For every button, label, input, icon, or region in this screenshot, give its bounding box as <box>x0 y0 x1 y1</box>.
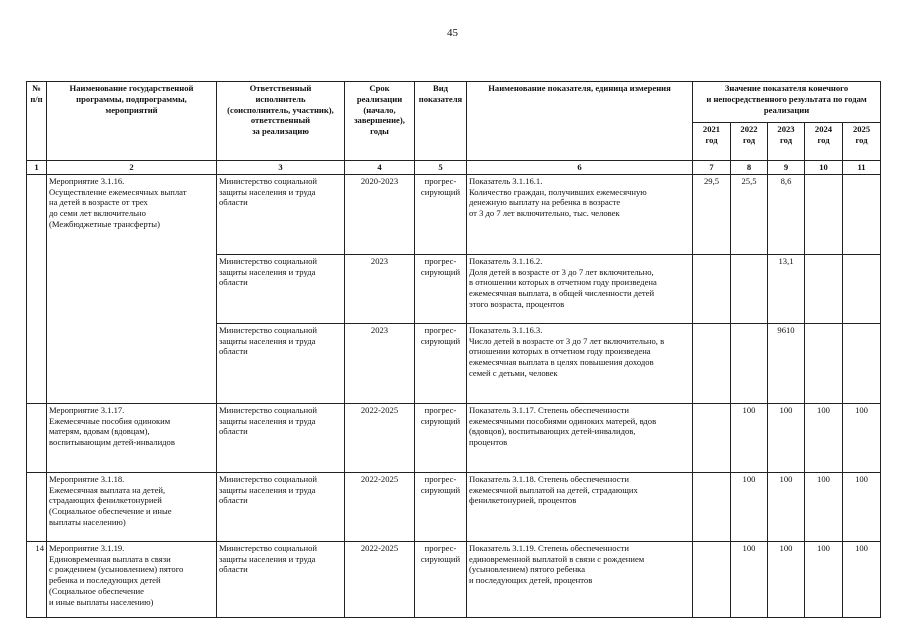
value-2023: 8,6 <box>768 174 805 254</box>
value-2023: 100 <box>768 472 805 541</box>
column-index: 1 <box>27 161 47 175</box>
executor: Министерство социальной защиты населения и труда области <box>217 541 345 617</box>
value-2022: 100 <box>731 403 768 472</box>
indicator-type: прогрес- сирующий <box>415 174 467 254</box>
column-index: 11 <box>843 161 881 175</box>
value-2023: 13,1 <box>768 254 805 323</box>
indicator-type: прогрес- сирующий <box>415 254 467 323</box>
value-2024: 100 <box>805 541 843 617</box>
row-number <box>27 174 47 403</box>
column-index-row <box>27 161 881 175</box>
indicator-type: прогрес- сирующий <box>415 403 467 472</box>
value-2021 <box>693 254 731 323</box>
table-row <box>27 174 881 254</box>
indicator-type: прогрес- сирующий <box>415 472 467 541</box>
indicator-type: прогрес- сирующий <box>415 541 467 617</box>
measure-name: Мероприятие 3.1.19. Единовременная выплата в связи с рождением (усыновлением) пятого ребенка и последующих детей (Социальное обеспечение и иные выплаты населению) <box>47 541 217 617</box>
executor: Министерство социальной защиты населения и труда области <box>217 472 345 541</box>
column-index: 9 <box>768 161 805 175</box>
column-index: 10 <box>805 161 843 175</box>
period: 2023 <box>345 323 415 403</box>
value-2025: 100 <box>843 403 881 472</box>
row-number <box>27 403 47 472</box>
value-2024 <box>805 323 843 403</box>
period: 2022-2025 <box>345 541 415 617</box>
value-2024 <box>805 174 843 254</box>
value-2021 <box>693 541 731 617</box>
column-index: 6 <box>467 161 693 175</box>
period: 2020-2023 <box>345 174 415 254</box>
column-index: 4 <box>345 161 415 175</box>
column-index: 5 <box>415 161 467 175</box>
period: 2022-2025 <box>345 403 415 472</box>
header-period: Срок реализации (начало, завершение), годы <box>345 82 415 161</box>
measure-name: Мероприятие 3.1.17. Ежемесячные пособия одиноким матерям, вдовам (вдовцам), воспитывающим детей-инвалидов <box>47 403 217 472</box>
indicator-name: Показатель 3.1.16.3. Число детей в возрасте от 3 до 7 лет включительно, в отношении которых в отчетном году произведена ежемесячная выплата в целях повышения доходов семей с детьми, человек <box>467 323 693 403</box>
row-number <box>27 472 47 541</box>
column-index: 2 <box>47 161 217 175</box>
header-num: № п/п <box>27 82 47 161</box>
value-2021 <box>693 472 731 541</box>
header-row <box>27 82 881 123</box>
header-year-2024: 2024 год <box>805 123 843 161</box>
table-row <box>27 541 881 617</box>
value-2022: 100 <box>731 541 768 617</box>
value-2024: 100 <box>805 403 843 472</box>
value-2023: 100 <box>768 541 805 617</box>
value-2023: 100 <box>768 403 805 472</box>
value-2025 <box>843 254 881 323</box>
executor: Министерство социальной защиты населения и труда области <box>217 323 345 403</box>
period: 2023 <box>345 254 415 323</box>
value-2022: 25,5 <box>731 174 768 254</box>
indicator-name: Показатель 3.1.19. Степень обеспеченности единовременной выплатой в связи с рождением (усыновлением) пятого ребенка и последующих детей, процентов <box>467 541 693 617</box>
period: 2022-2025 <box>345 472 415 541</box>
indicator-name: Показатель 3.1.17. Степень обеспеченности ежемесячными пособиями одиноких матерей, вдов (вдовцов), воспитывающих детей-инвалидов, процентов <box>467 403 693 472</box>
value-2025 <box>843 174 881 254</box>
header-year-2025: 2025 год <box>843 123 881 161</box>
measure-name: Мероприятие 3.1.16. Осуществление ежемесячных выплат на детей в возрасте от трех до семи лет включительно (Межбюджетные трансферты) <box>47 174 217 403</box>
indicator-type: прогрес- сирующий <box>415 323 467 403</box>
column-index: 7 <box>693 161 731 175</box>
column-index: 8 <box>731 161 768 175</box>
indicator-name: Показатель 3.1.18. Степень обеспеченности ежемесячной выплатой на детей, страдающих фенилкетонурией, процентов <box>467 472 693 541</box>
executor: Министерство социальной защиты населения и труда области <box>217 403 345 472</box>
value-2021: 29,5 <box>693 174 731 254</box>
value-2024: 100 <box>805 472 843 541</box>
value-2025 <box>843 323 881 403</box>
page-number: 45 <box>447 27 458 39</box>
value-2021 <box>693 403 731 472</box>
value-2025: 100 <box>843 541 881 617</box>
value-2022 <box>731 323 768 403</box>
header-executor: Ответственный исполнитель (соисполнитель, участник), ответственный за реализацию <box>217 82 345 161</box>
header-year-2023: 2023 год <box>768 123 805 161</box>
executor: Министерство социальной защиты населения и труда области <box>217 174 345 254</box>
header-indicator-name: Наименование показателя, единица измерения <box>467 82 693 161</box>
value-2022: 100 <box>731 472 768 541</box>
measure-name: Мероприятие 3.1.18. Ежемесячная выплата на детей, страдающих фенилкетонурией (Социальное обеспечение и иные выплаты населению) <box>47 472 217 541</box>
header-year-2021: 2021 год <box>693 123 731 161</box>
value-2023: 9610 <box>768 323 805 403</box>
header-values-group: Значение показателя конечного и непосредственного результата по годам реализации <box>693 82 881 123</box>
indicator-name: Показатель 3.1.16.1. Количество граждан, получивших ежемесячную денежную выплату на ребенка в возрасте от 3 до 7 лет включительно, тыс. человек <box>467 174 693 254</box>
program-table <box>26 81 881 618</box>
value-2022 <box>731 254 768 323</box>
table-row <box>27 403 881 472</box>
indicator-name: Показатель 3.1.16.2. Доля детей в возрасте от 3 до 7 лет включительно, в отношении которых в отчетном году произведена ежемесячная выплата, в общей численности детей этого возраста, процентов <box>467 254 693 323</box>
header-indicator-type: Вид показателя <box>415 82 467 161</box>
row-number: 14 <box>27 541 47 617</box>
table-row <box>27 472 881 541</box>
executor: Министерство социальной защиты населения и труда области <box>217 254 345 323</box>
value-2024 <box>805 254 843 323</box>
value-2025: 100 <box>843 472 881 541</box>
header-program: Наименование государственной программы, подпрограммы, мероприятий <box>47 82 217 161</box>
column-index: 3 <box>217 161 345 175</box>
value-2021 <box>693 323 731 403</box>
header-year-2022: 2022 год <box>731 123 768 161</box>
